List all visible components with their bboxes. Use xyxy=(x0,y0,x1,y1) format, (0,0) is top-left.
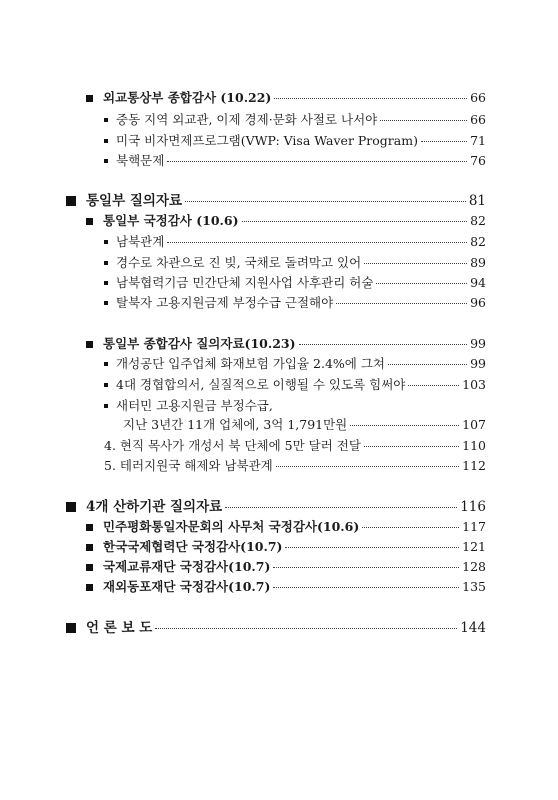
toc-entry xyxy=(104,438,486,454)
dot-leader xyxy=(285,547,459,548)
toc-entry xyxy=(104,458,486,474)
toc-entry xyxy=(104,295,486,311)
dot-leader xyxy=(299,344,468,345)
toc-entry xyxy=(66,620,486,636)
toc-entry xyxy=(104,234,486,250)
dot-leader xyxy=(376,283,467,284)
dot-leader xyxy=(362,527,459,528)
toc-entry xyxy=(86,579,486,595)
toc-entry-title: 미국 비자면제프로그램(VWP: Visa Waver Program) xyxy=(116,133,418,148)
toc-entry xyxy=(86,519,486,535)
bullet-marker xyxy=(104,240,108,244)
bullet-marker xyxy=(66,196,76,206)
toc-entry-title: 통일부 질의자료 xyxy=(86,193,182,209)
toc-entry-title: 재외동포재단 국정감사(10.7) xyxy=(103,579,271,594)
toc-entry xyxy=(104,153,486,169)
toc-page-number: 89 xyxy=(470,255,486,270)
toc-entry xyxy=(104,112,486,128)
toc-entry-title: 한국국제협력단 국정감사(10.7) xyxy=(103,539,283,554)
toc-entry-title: 탈북자 고용지원금제 부정수급 근절해야 xyxy=(116,295,334,310)
toc-entry-title: 외교통상부 종합감사 (10.22) xyxy=(103,90,272,105)
toc-entry xyxy=(66,499,486,515)
toc-entry-title: 5. 테러지원국 해제와 남북관계 xyxy=(104,458,273,473)
bullet-marker xyxy=(86,584,93,591)
toc-entry xyxy=(104,255,486,271)
toc-entry xyxy=(104,398,486,414)
bullet-marker xyxy=(104,261,108,265)
dot-leader xyxy=(276,466,459,467)
dot-leader xyxy=(274,98,467,99)
bullet-marker xyxy=(104,281,108,285)
toc-entry-title: 남북협력기금 민간단체 지원사업 사후관리 허술 xyxy=(116,275,374,290)
toc-entry-title: 지난 3년간 11개 업체에, 3억 1,791만원 xyxy=(123,417,348,432)
toc-page-number: 71 xyxy=(470,133,486,148)
bullet-marker xyxy=(104,118,108,122)
toc-entry xyxy=(104,377,486,393)
dot-leader xyxy=(155,628,457,629)
dot-leader xyxy=(421,141,467,142)
toc-page-number: 76 xyxy=(470,153,486,168)
toc-page-number: 82 xyxy=(470,234,486,249)
toc-entry xyxy=(123,417,486,433)
toc-entry xyxy=(66,193,486,209)
bullet-marker xyxy=(86,95,93,102)
bullet-marker xyxy=(66,502,76,512)
toc-page-number: 103 xyxy=(462,377,486,392)
dot-leader xyxy=(336,303,467,304)
toc-entry xyxy=(86,213,486,229)
dot-leader xyxy=(225,507,457,508)
toc-page-number: 144 xyxy=(460,620,486,636)
bullet-marker xyxy=(104,383,108,387)
toc-entry-title: 북핵문제 xyxy=(116,153,165,168)
dot-leader xyxy=(273,567,459,568)
dot-leader xyxy=(185,201,466,202)
toc-entry-title: 남북관계 xyxy=(116,234,165,249)
toc-page-number: 81 xyxy=(468,193,486,209)
toc-page-number: 112 xyxy=(462,458,486,473)
dot-leader xyxy=(380,120,467,121)
bullet-marker xyxy=(104,159,108,163)
toc-entry-title: 국제교류재단 국정감사(10.7) xyxy=(103,559,271,574)
bullet-marker xyxy=(86,341,93,348)
toc-page-number: 107 xyxy=(462,417,486,432)
dot-leader xyxy=(388,364,467,365)
toc-entry xyxy=(86,539,486,555)
bullet-marker xyxy=(104,404,108,408)
dot-leader xyxy=(350,425,459,426)
toc-entry-title: 4대 경협합의서, 실질적으로 이행될 수 있도록 힘써야 xyxy=(116,377,406,392)
toc-entry-title: 4개 산하기관 질의자료 xyxy=(86,499,223,515)
toc-page-number: 128 xyxy=(462,559,486,574)
bullet-marker xyxy=(104,362,108,366)
toc-entry-title: 언 론 보 도 xyxy=(86,620,153,636)
toc-page-number: 82 xyxy=(470,213,486,228)
toc-entry-title: 통일부 종합감사 질의자료(10.23) xyxy=(103,336,296,351)
bullet-marker xyxy=(86,524,93,531)
dot-leader xyxy=(167,161,467,162)
toc-page-number: 110 xyxy=(462,438,486,453)
toc-page-number: 135 xyxy=(462,579,486,594)
bullet-marker xyxy=(66,623,76,633)
toc-entry xyxy=(86,559,486,575)
toc-entry-title: 민주평화통일자문회의 사무처 국정감사(10.6) xyxy=(103,519,360,534)
dot-leader xyxy=(167,242,467,243)
toc-page-number: 121 xyxy=(462,539,486,554)
toc-entry-title: 중동 지역 외교관, 이제 경제·문화 사절로 나서야 xyxy=(116,112,378,127)
toc-page-number: 99 xyxy=(470,336,486,351)
toc-entry-title: 4. 현직 목사가 개성서 북 단체에 5만 달러 전달 xyxy=(104,438,361,453)
toc-entry-title: 새터민 고용지원금 부정수급, xyxy=(116,398,273,413)
bullet-marker xyxy=(86,544,93,551)
dot-leader xyxy=(273,587,459,588)
toc-page-number: 66 xyxy=(470,112,486,127)
toc-entry-title: 경수로 차관으로 진 빚, 국채로 돌려막고 있어 xyxy=(116,255,362,270)
bullet-marker xyxy=(104,301,108,305)
bullet-marker xyxy=(86,564,93,571)
bullet-marker xyxy=(104,139,108,143)
toc-entry-title: 통일부 국정감사 (10.6) xyxy=(103,213,239,228)
toc-entry xyxy=(86,90,486,106)
toc-page-number: 99 xyxy=(470,356,486,371)
toc-entry xyxy=(104,133,486,149)
bullet-marker xyxy=(86,218,93,225)
toc-entry xyxy=(86,336,486,352)
dot-leader xyxy=(242,221,468,222)
toc-entry xyxy=(104,356,486,372)
dot-leader xyxy=(364,263,467,264)
toc-page-number: 116 xyxy=(460,499,486,515)
toc-page-number: 96 xyxy=(470,295,486,310)
dot-leader xyxy=(364,446,459,447)
toc-entry-title: 개성공단 입주업체 화재보험 가입율 2.4%에 그쳐 xyxy=(116,356,385,371)
toc-page-number: 66 xyxy=(470,90,486,105)
toc-entry xyxy=(104,275,486,291)
dot-leader xyxy=(408,385,459,386)
toc-page-number: 117 xyxy=(462,519,486,534)
toc-page-number: 94 xyxy=(470,275,486,290)
